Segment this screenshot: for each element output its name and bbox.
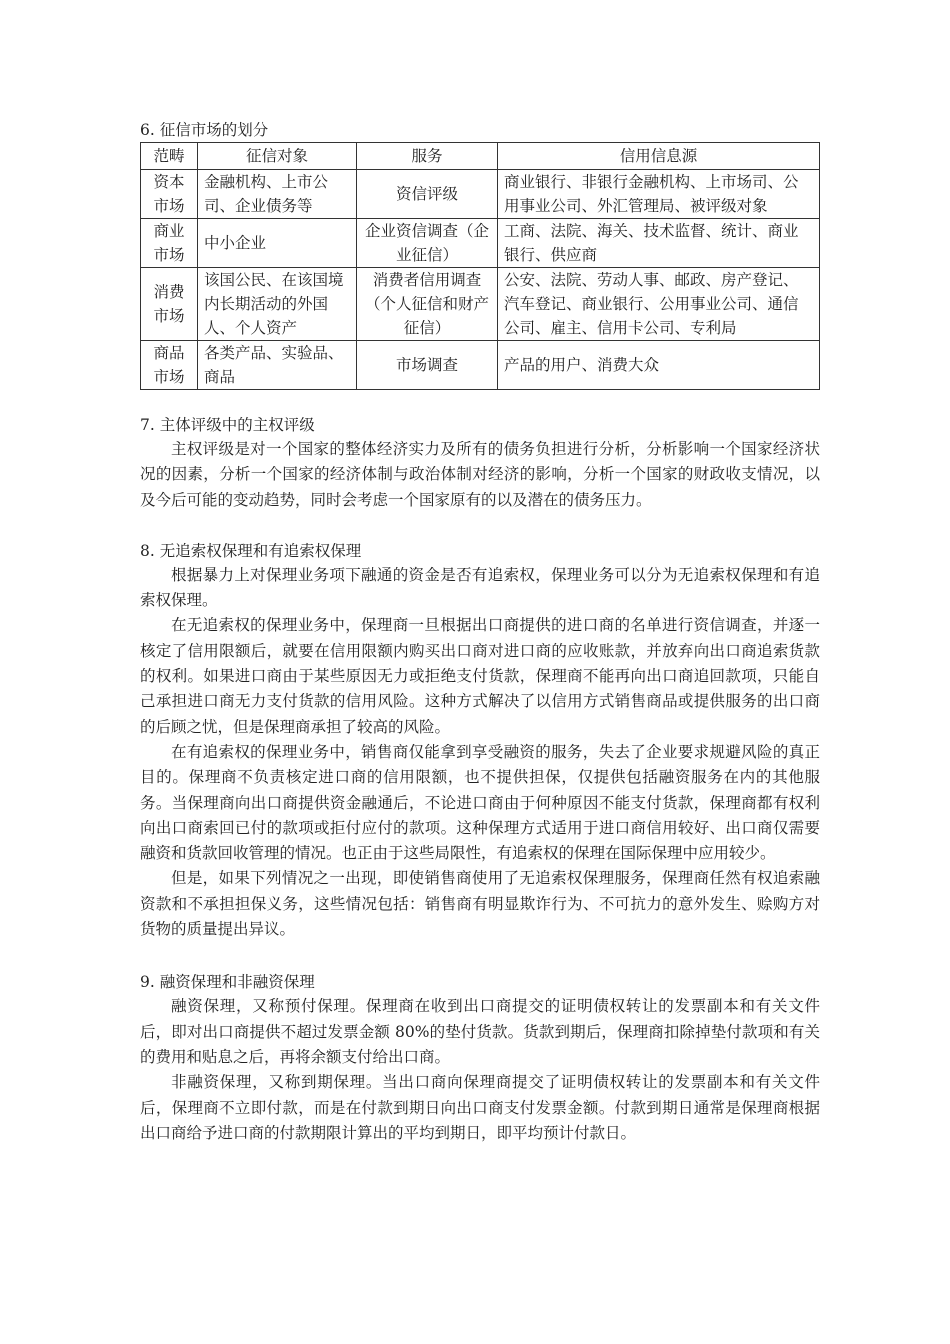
- category-line: 商品: [153, 344, 185, 362]
- spacer: [140, 942, 820, 970]
- cell-category: [141, 170, 198, 219]
- section-8: [140, 539, 820, 942]
- category-line: 资本: [153, 173, 185, 191]
- cell-category: [141, 341, 198, 390]
- cell-source: 商业银行、非银行金融机构、上市场司、公用事业公司、外汇管理局、被评级对象: [498, 170, 820, 219]
- cell-service: 消费者信用调查（个人征信和财产征信）: [357, 268, 498, 341]
- category-line: 商业: [153, 222, 185, 240]
- section-9: [140, 970, 820, 1146]
- header-object: 征信对象: [198, 143, 357, 170]
- cell-category: [141, 219, 198, 268]
- cell-object: 中小企业: [198, 219, 357, 268]
- section-7: [140, 413, 820, 513]
- paragraph: 融资保理，又称预付保理。保理商在收到出口商提交的证明债权转让的发票副本和有关文件后，即对出口商提供不超过发票金额 80%的垫付货款。货款到期后，保理商扣除掉垫付款项和有关的费用和贴息之后，再将余额支付给出口商。: [140, 997, 820, 1066]
- section-9-heading: 9. 融资保理和非融资保理: [140, 973, 315, 992]
- document-content: [140, 118, 820, 1146]
- cell-service: 资信评级: [357, 170, 498, 219]
- cell-object: 各类产品、实验品、商品: [198, 341, 357, 390]
- category-line: 市场: [153, 307, 185, 325]
- spacer: [140, 390, 820, 413]
- cell-object: 金融机构、上市公司、企业债务等: [198, 170, 357, 219]
- paragraph: 但是，如果下列情况之一出现，即使销售商使用了无追索权保理服务，保理商任然有权追索融资款和不承担担保义务，这些情况包括：销售商有明显欺诈行为、不可抗力的意外发生、赊购方对货物的质量提出异议。: [140, 869, 820, 939]
- category-line: 市场: [153, 246, 185, 264]
- cell-service: 市场调查: [357, 341, 498, 390]
- spacer: [140, 513, 820, 539]
- category-line: 消费: [153, 283, 185, 301]
- cell-category: [141, 268, 198, 341]
- paragraph: 在有追索权的保理业务中，销售商仅能拿到享受融资的服务，失去了企业要求规避风险的真正目的。保理商不负责核定进口商的信用限额，也不提供担保，仅提供包括融资服务在内的其他服务。当保理商向出口商提供资金融通后，不论进口商由于何种原因不能支付货款，保理商都有权利向出口商索回已付的款项或拒付应付的款项。这种保理方式适用于进口商信用较好、出口商仅需要融资和货款回收管理的情况。也正由于这些局限性，有追索权的保理在国际保理中应用较少。: [140, 742, 820, 863]
- paragraph: 主权评级是对一个国家的整体经济实力及所有的债务负担进行分析，分析影响一个国家经济状况的因素，分析一个国家的经济体制与政治体制对经济的影响，分析一个国家的财政收支情况，以及今后可能的变动趋势，同时会考虑一个国家原有的以及潜在的债务压力。: [140, 440, 820, 509]
- table-row: [141, 170, 820, 219]
- category-line: 市场: [153, 197, 185, 215]
- header-service: 服务: [357, 143, 498, 170]
- header-category: 范畴: [141, 143, 198, 170]
- paragraph: 非融资保理，又称到期保理。当出口商向保理商提交了证明债权转让的发票副本和有关文件后，保理商不立即付款，而是在付款到期日向出口商支付发票金额。付款到期日通常是保理商根据出口商给予进口商的付款期限计算出的平均到期日，即平均预计付款日。: [140, 1073, 820, 1142]
- table-header-row: [141, 143, 820, 170]
- table-row: [141, 219, 820, 268]
- section-6-heading: 6. 征信市场的划分: [140, 121, 269, 139]
- cell-source: 公安、法院、劳动人事、邮政、房产登记、汽车登记、商业银行、公用事业公司、通信公司、雇主、信用卡公司、专利局: [498, 268, 820, 341]
- cell-object: 该国公民、在该国境内长期活动的外国人、个人资产: [198, 268, 357, 341]
- cell-source: 工商、法院、海关、技术监督、统计、商业银行、供应商: [498, 219, 820, 268]
- paragraph: 根据暴力上对保理业务项下融通的资金是否有追索权，保理业务可以分为无追索权保理和有追索权保理。: [140, 565, 820, 610]
- table-row: [141, 268, 820, 341]
- section-8-heading: 8. 无追索权保理和有追索权保理: [140, 541, 362, 560]
- cell-service: 企业资信调查（企业征信）: [357, 219, 498, 268]
- category-line: 市场: [153, 368, 185, 386]
- paragraph: 在无追索权的保理业务中，保理商一旦根据出口商提供的进口商的名单进行资信调查，并逐一核定了信用限额后，就要在信用限额内购买出口商对进口商的应收账款，并放弃向出口商追索货款的权利。如果进口商由于某些原因无力或拒绝支付货款，保理商不能再向出口商追回款项，只能自己承担进口商无力支付货款的信用风险。这种方式解决了以信用方式销售商品或提供服务的出口商的后顾之忧，但是保理商承担了较高的风险。: [140, 616, 820, 736]
- section-7-heading: 7. 主体评级中的主权评级: [140, 416, 315, 434]
- table-row: [141, 341, 820, 390]
- credit-market-table: [140, 142, 820, 390]
- header-source: 信用信息源: [498, 143, 820, 170]
- cell-source: 产品的用户、消费大众: [498, 341, 820, 390]
